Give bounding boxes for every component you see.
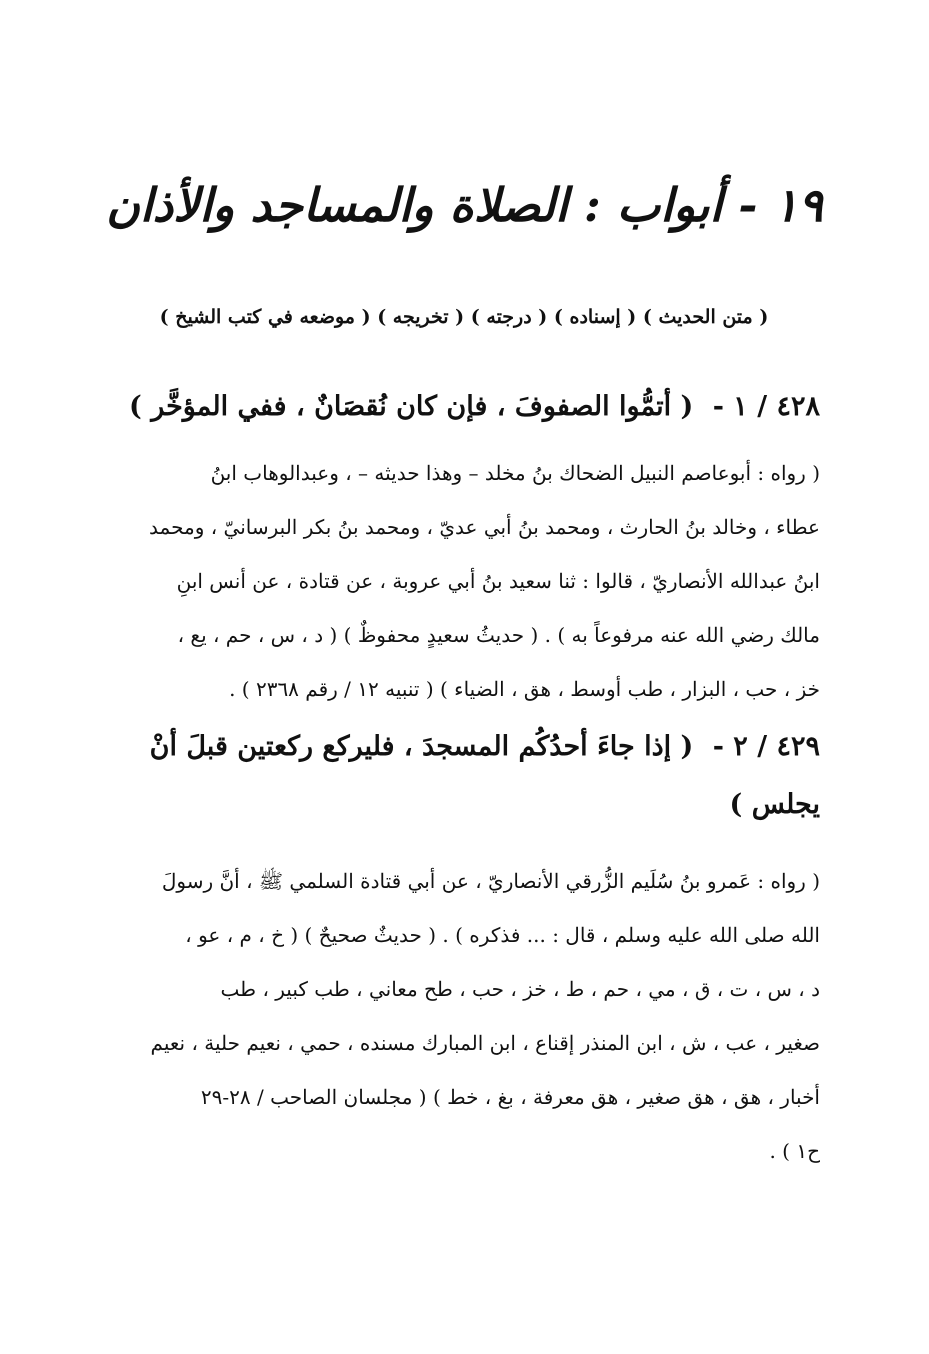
narration-line: الله صلى الله عليه وسلم ، قال : ... فذكره ) . ( حديثٌ صحيحٌ ) ( خ ، م ، عو ، <box>185 923 820 947</box>
narration-line: ابنُ عبدالله الأنصاريّ ، قالوا : ثنا سعيد بنُ أبي عروبة ، عن قتادة ، عن أنس ابنِ <box>176 569 820 593</box>
hadith-matn-line: يجلس ) <box>729 789 820 820</box>
columns-legend: ( متن الحديث ) ( إسناده ) ( درجته ) ( تخريجه ) ( موضعه في كتب الشيخ ) <box>159 306 769 328</box>
hadith-narration-428 <box>60 446 820 716</box>
narration-line: د ، س ، ت ، ق ، مي ، حم ، ط ، خز ، حب ، طح معاني ، طب كبير ، طب <box>220 977 820 1001</box>
hadith-text-429 <box>60 718 820 834</box>
hadith-text-428 <box>60 378 820 436</box>
chapter-title: ١٩ - أبواب : الصلاة والمساجد والأذان <box>106 178 823 232</box>
narration-line: عطاء ، وخالد بنُ الحارث ، ومحمد بنُ أبي عديّ ، ومحمد بنُ بكر البرسانيّ ، ومحمد <box>149 515 820 539</box>
narration-line: ح١ ) . <box>769 1139 820 1163</box>
hadith-matn-line: ( إذا جاءَ أحدُكُم المسجدَ ، فليركع ركعتين قبلَ أنْ <box>149 731 694 762</box>
hadith-number: ٤٢٨ / ١ - <box>712 391 820 422</box>
hadith-number: ٤٢٩ / ٢ - <box>712 731 820 762</box>
narration-line: خز ، حب ، البزار ، طب أوسط ، هق ، الضياء ) ( تنبيه ١٢ / رقم ٢٣٦٨ ) . <box>229 677 820 701</box>
narration-line: أخبار ، هق ، هق صغير ، هق معرفة ، بغ ، خط ) ( مجلسان الصاحب / ٢٨-٢٩ <box>200 1085 820 1109</box>
narration-line: مالك رضي الله عنه مرفوعاً به ) . ( حديثُ سعيدٍ محفوظٌ ) ( د ، س ، حم ، يع ، <box>177 623 820 647</box>
hadith-narration-429 <box>60 854 820 1178</box>
narration-line: ( رواه : عَمرو بنُ سُلَيم الزُّرقي الأنصاريّ ، عن أبي قتادة السلمي ﷺ ، أنَّ رسولَ <box>161 869 820 893</box>
narration-line: صغير ، عب ، ش ، ابن المنذر إقناع ، ابن المبارك مسنده ، حمي ، نعيم حلية ، نعيم <box>150 1031 820 1055</box>
hadith-matn-line: ( أتمُّوا الصفوفَ ، فإن كان نُقصَانٌ ، ففي المؤخَّر ) <box>129 391 694 422</box>
narration-line: ( رواه : أبوعاصم النبيل الضحاك بنُ مخلد – وهذا حديثه – ، وعبدالوهاب ابنُ <box>210 461 820 485</box>
